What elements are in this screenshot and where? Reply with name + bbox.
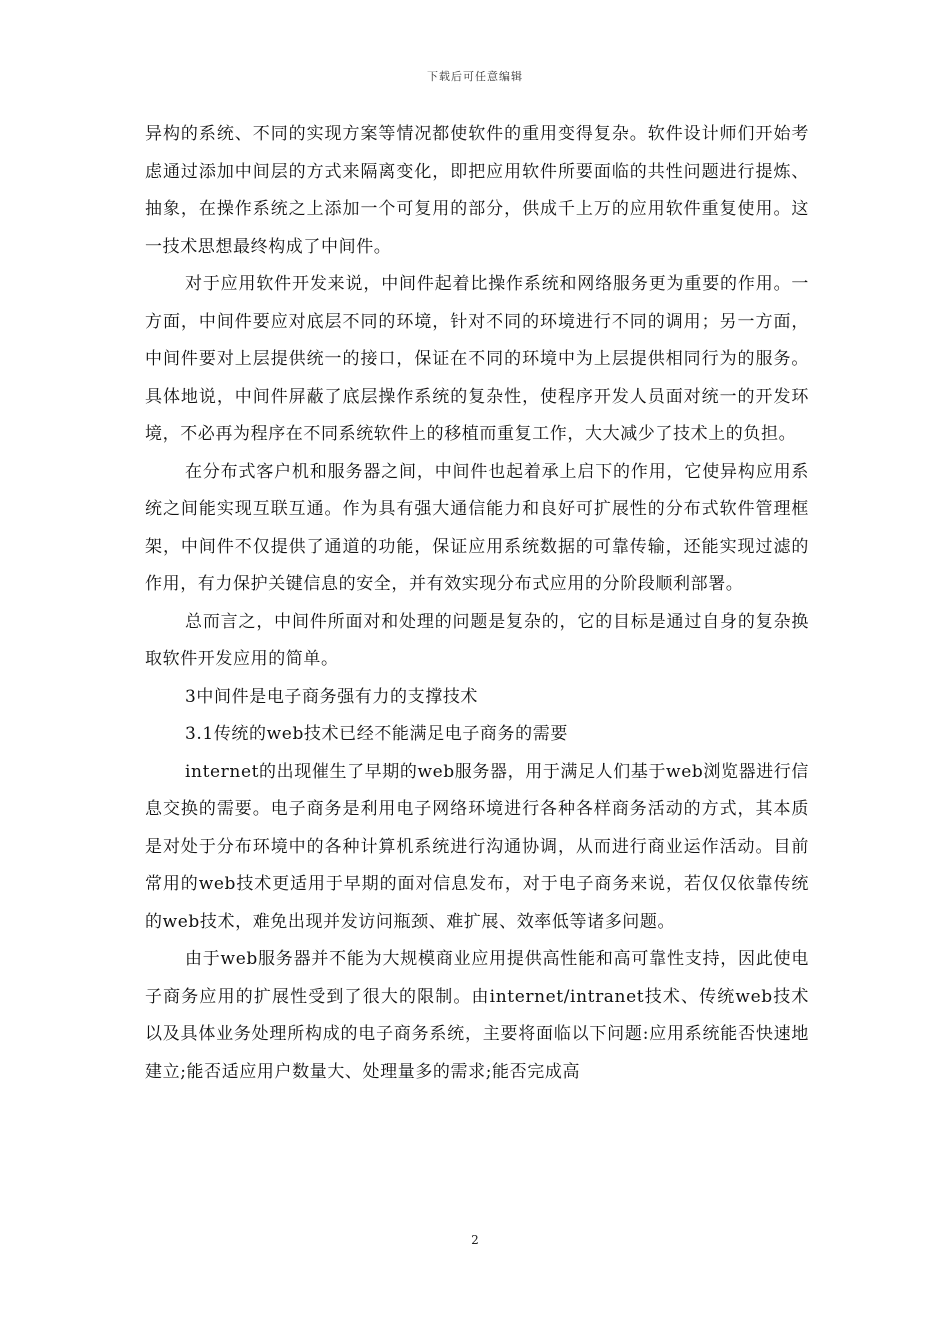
page-header: 下载后可任意编辑 [427, 70, 523, 83]
section-heading-3: 3中间件是电子商务强有力的支撑技术 [185, 686, 479, 707]
paragraph-middleware-role: 对于应用软件开发来说，中间件起着比操作系统和网络服务更为重要的作用。一方面，中间件要应对底层不同的环境，针对不同的环境进行不同的调用；另一方面，中间件要对上层提供统一的接口，保证在不同的环境中为上层提供相同行为的服务。具体地说，中间件屏蔽了底层操作系统的复杂性，使程序开发人员面对统一的开发环境，不必再为程序在不同系统软件上的移植而重复工作，大大减少了技术上的负担。 [145, 274, 809, 444]
paragraph-web-server-limits: 由于web服务器并不能为大规模商业应用提供高性能和高可靠性支持，因此使电子商务应用的扩展性受到了很大的限制。由internet/intranet技术、传统web技术以及具体业务处理所构成的电子商务系统，主要将面临以下问题:应用系统能否快速地建立;能否适应用户数量大、处理量多的需求;能否完成高 [145, 949, 809, 1082]
paragraph-internet-web: internet的出现催生了早期的web服务器，用于满足人们基于web浏览器进行信息交换的需要。电子商务是利用电子网络环境进行各种各样商务活动的方式，其本质是对处于分布环境中的各种计算机系统进行沟通协调，从而进行商业运作活动。目前常用的web技术更适用于早期的面对信息发布，对于电子商务来说，若仅仅依靠传统的web技术，难免出现并发访问瓶颈、难扩展、效率低等诸多问题。 [145, 761, 809, 932]
section-heading-3-1: 3.1传统的web技术已经不能满足电子商务的需要 [185, 724, 568, 744]
paragraph-distributed: 在分布式客户机和服务器之间，中间件也起着承上启下的作用，它使异构应用系统之间能实现互联互通。作为具有强大通信能力和良好可扩展性的分布式软件管理框架，中间件不仅提供了通道的功能，保证应用系统数据的可靠传输，还能实现过滤的作用，有力保护关键信息的安全，并有效实现分布式应用的分阶段顺利部署。 [145, 461, 809, 594]
paragraph-continuation: 异构的系统、不同的实现方案等情况都使软件的重用变得复杂。软件设计师们开始考虑通过添加中间层的方式来隔离变化，即把应用软件所要面临的共性问题进行提炼、抽象，在操作系统之上添加一个可复用的部分，供成千上万的应用软件重复使用。这一技术思想最终构成了中间件。 [145, 124, 809, 257]
document-body [145, 116, 809, 1091]
paragraph-summary: 总而言之，中间件所面对和处理的问题是复杂的，它的目标是通过自身的复杂换取软件开发应用的简单。 [145, 611, 809, 669]
page-number: 2 [471, 1233, 479, 1247]
